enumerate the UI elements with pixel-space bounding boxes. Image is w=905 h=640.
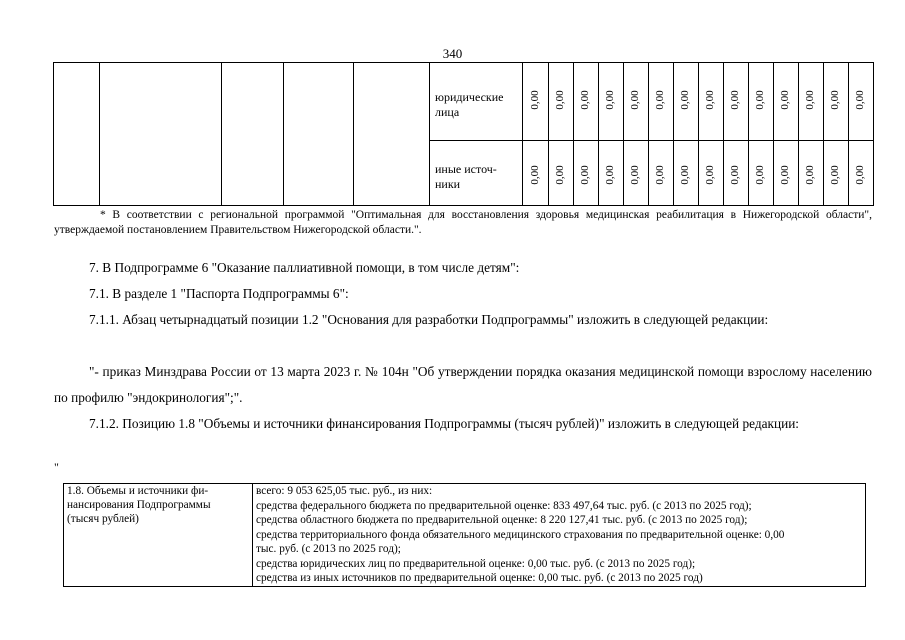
table-cell-value: 0,00: [679, 90, 691, 110]
table-cell-value: 0,00: [779, 90, 791, 110]
paragraph-7-1: 7.1. В разделе 1 "Паспорта Подпрограммы 6":: [89, 286, 349, 301]
row-label-legal-entities: юридические лица: [435, 90, 504, 119]
table-cell-value: 0,00: [654, 165, 666, 185]
table-cell-value: 0,00: [829, 165, 841, 185]
row-label-other-sources: иные источ- ники: [435, 162, 497, 191]
paragraph-7-1-2: 7.1.2. Позицию 1.8 "Объемы и источники финансирования Подпрограммы (тысяч рублей)" изложить в следующей редакции:: [89, 416, 799, 431]
financing-table-fragment: [53, 62, 874, 206]
page-number: 340: [442, 46, 463, 61]
table-cell-value: 0,00: [729, 165, 741, 185]
table-cell-value: 0,00: [529, 90, 541, 110]
table-cell-value: 0,00: [629, 165, 641, 185]
table-cell-value: 0,00: [704, 90, 716, 110]
paragraph-7: 7. В Подпрограмме 6 "Оказание паллиативной помощи, в том числе детям":: [89, 260, 520, 275]
table-cell-value: 0,00: [629, 90, 641, 110]
passport-position-table: [63, 483, 866, 587]
table-cell-value: 0,00: [729, 90, 741, 110]
table-cell-value: 0,00: [654, 90, 666, 110]
table-cell-value: 0,00: [554, 165, 566, 185]
table-cell-value: 0,00: [829, 90, 841, 110]
table-cell-value: 0,00: [679, 165, 691, 185]
table-cell-value: 0,00: [604, 90, 616, 110]
opening-quote: ": [54, 460, 59, 474]
table-cell-value: 0,00: [854, 165, 866, 185]
quoted-amendment: "- приказ Минздрава России от 13 марта 2023 г. № 104н "Об утверждении порядка оказания медицинской помощи взрослому населению по профилю "эндокринология";".: [54, 364, 872, 405]
table-cell-value: 0,00: [604, 165, 616, 185]
table-cell-value: 0,00: [704, 165, 716, 185]
table-cell-value: 0,00: [579, 165, 591, 185]
table-cell-value: 0,00: [579, 90, 591, 110]
footnote: * В соответствии с региональной программой "Оптимальная для восстановления здоровья медицинская реабилитация в Нижегородской области", утверждаемой постановлением Правительством Нижегородской области.".: [54, 209, 872, 236]
table-cell-value: 0,00: [779, 165, 791, 185]
position-content-cell: всего: 9 053 625,05 тыс. руб., из них: средства федерального бюджета по предварительной оценке: 833 497,64 тыс. руб. (с 2013 по 2025 год); средства областного бюджета по предварительной оценке: 8 220 127,41 тыс. руб. (с 2013 по 2025 год); средства территориального фонда обязательного медицинского страхования по предварительной оценке: 0,00 тыс. руб. (с 2013 по 2025 год); средства юридических лиц по предварительной оценке: 0,00 тыс. руб. (с 2013 по 2025 год); средства из иных источников по предварительной оценке: 0,00 тыс. руб. (с 2013 по 2025 год): [256, 485, 785, 584]
position-title-cell: 1.8. Объемы и источники фи- нансирования Подпрограммы (тысяч рублей): [64, 484, 253, 586]
table-cell-value: 0,00: [554, 90, 566, 110]
table-cell-value: 0,00: [804, 90, 816, 110]
table-cell-value: 0,00: [754, 165, 766, 185]
table-cell-value: 0,00: [854, 90, 866, 110]
table-cell-value: 0,00: [754, 90, 766, 110]
table-cell-value: 0,00: [804, 165, 816, 185]
table-cell-value: 0,00: [529, 165, 541, 185]
paragraph-7-1-1: 7.1.1. Абзац четырнадцатый позиции 1.2 "Основания для разработки Подпрограммы" изложить в следующей редакции:: [89, 312, 769, 327]
